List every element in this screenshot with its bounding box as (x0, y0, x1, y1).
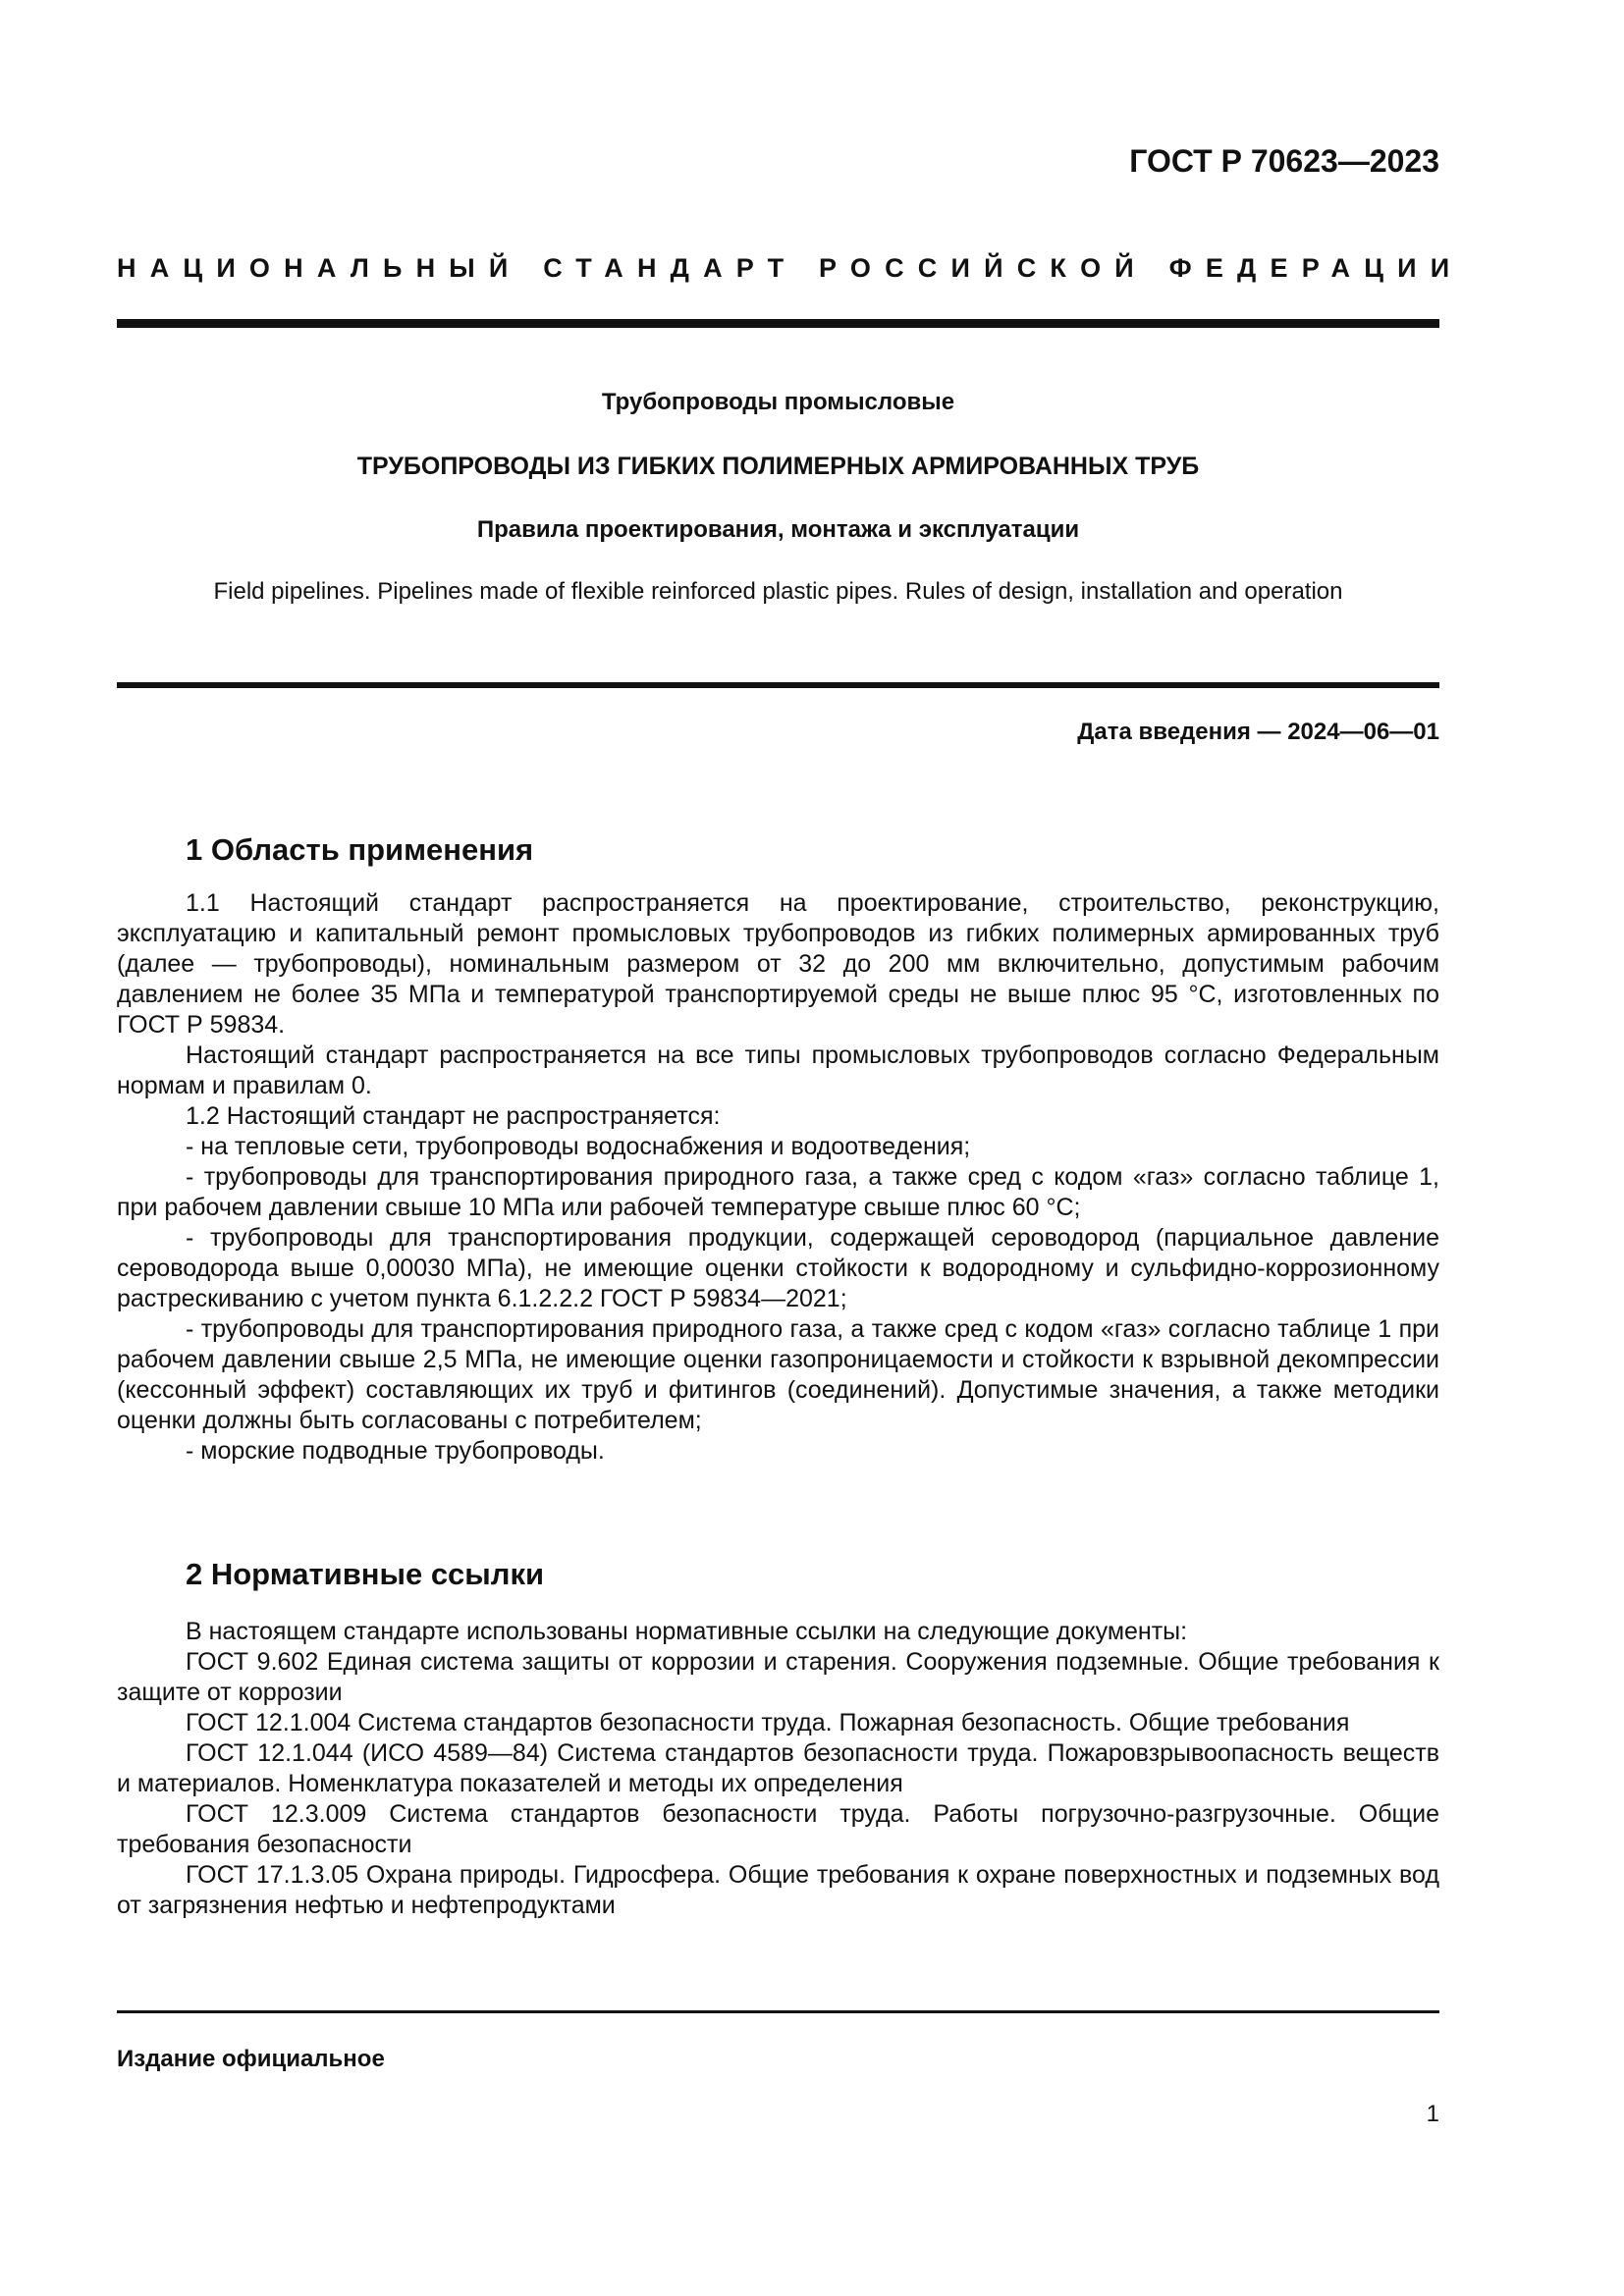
section-1-body (117, 888, 1439, 1467)
title-subtitle: Правила проектирования, монтажа и эксплуатации (476, 516, 1080, 543)
paragraph: В настоящем стандарте использованы нормативные ссылки на следующие документы: (186, 1618, 1188, 1645)
paragraph: Настоящий стандарт распространяется на все типы промысловых трубопроводов согласно Федеральным нормам и правилам 0. (117, 1041, 1439, 1099)
paragraph: 1.2 Настоящий стандарт не распространяется: (186, 1102, 721, 1130)
paragraph: 1.1 Настоящий стандарт распространяется на проектирование, строительство, реконструкцию, эксплуатацию и капитальный ремонт промысловых трубопроводов из гибких полимерных армированных труб (далее — трубопроводы), номинальным размером от 32 до 200 мм включительно, допустимым рабочим давлением не более 35 МПа и температурой транспортируемой среды не выше плюс 95 °С, изготовленных по ГОСТ Р 59834. (117, 889, 1439, 1039)
paragraph: ГОСТ 9.602 Единая система защиты от коррозии и старения. Сооружения подземные. Общие требования к защите от коррозии (117, 1648, 1439, 1706)
section-2-body (117, 1617, 1439, 1921)
paragraph: - трубопроводы для транспортирования природного газа, а также сред с кодом «газ» согласно таблице 1 при рабочем давлении свыше 2,5 МПа, не имеющие оценки газопроницаемости и стойкости к взрывной декомпрессии (кессонный эффект) составляющих их труб и фитингов (соединений). Допустимые значения, а также методики оценки должны быть согласованы с потребителем; (117, 1315, 1439, 1434)
official-edition-label: Издание официальное (117, 2046, 385, 2072)
title-main: ТРУБОПРОВОДЫ ИЗ ГИБКИХ ПОЛИМЕРНЫХ АРМИРОВАННЫХ ТРУБ (356, 453, 1200, 480)
paragraph: - морские подводные трубопроводы. (186, 1437, 605, 1465)
paragraph: ГОСТ 17.1.3.05 Охрана природы. Гидросфера. Общие требования к охране поверхностных и подземных вод от загрязнения нефтью и нефтепродуктами (117, 1861, 1439, 1919)
paragraph: ГОСТ 12.3.009 Система стандартов безопасности труда. Работы погрузочно-разгрузочные. Общие требования безопасности (117, 1800, 1439, 1858)
header-divider (117, 319, 1439, 328)
title-divider (117, 682, 1439, 688)
footer-divider (117, 2010, 1439, 2013)
document-number: ГОСТ Р 70623—2023 (1129, 143, 1439, 179)
title-english: Field pipelines. Pipelines made of flexible reinforced plastic pipes. Rules of design, installation and operation (213, 578, 1343, 605)
section-2-heading: 2 Нормативные ссылки (186, 1557, 545, 1591)
page-number: 1 (1426, 2101, 1439, 2127)
paragraph: - трубопроводы для транспортирования природного газа, а также сред с кодом «газ» согласно таблице 1, при рабочем давлении свыше 10 МПа или рабочей температуре свыше плюс 60 °С; (117, 1163, 1439, 1221)
paragraph: ГОСТ 12.1.004 Система стандартов безопасности труда. Пожарная безопасность. Общие требования (186, 1709, 1350, 1736)
section-1-heading: 1 Область применения (186, 832, 534, 867)
national-standard-heading: НАЦИОНАЛЬНЫЙ СТАНДАРТ РОССИЙСКОЙ ФЕДЕРАЦИИ (117, 253, 1464, 283)
title-group: Трубопроводы промысловые (601, 389, 955, 415)
paragraph: ГОСТ 12.1.044 (ИСО 4589—84) Система стандартов безопасности труда. Пожаровзрывоопасность веществ и материалов. Номенклатура показателей и методы их определения (117, 1739, 1439, 1797)
paragraph: - трубопроводы для транспортирования продукции, содержащей сероводород (парциальное давление сероводорода выше 0,00030 МПа), не имеющие оценки стойкости к водородному и сульфидно-коррозионному растрескиванию с учетом пункта 6.1.2.2.2 ГОСТ Р 59834—2021; (117, 1224, 1439, 1312)
introduction-date: Дата введения — 2024—06—01 (1077, 719, 1439, 745)
paragraph: - на тепловые сети, трубопроводы водоснабжения и водоотведения; (186, 1133, 971, 1160)
